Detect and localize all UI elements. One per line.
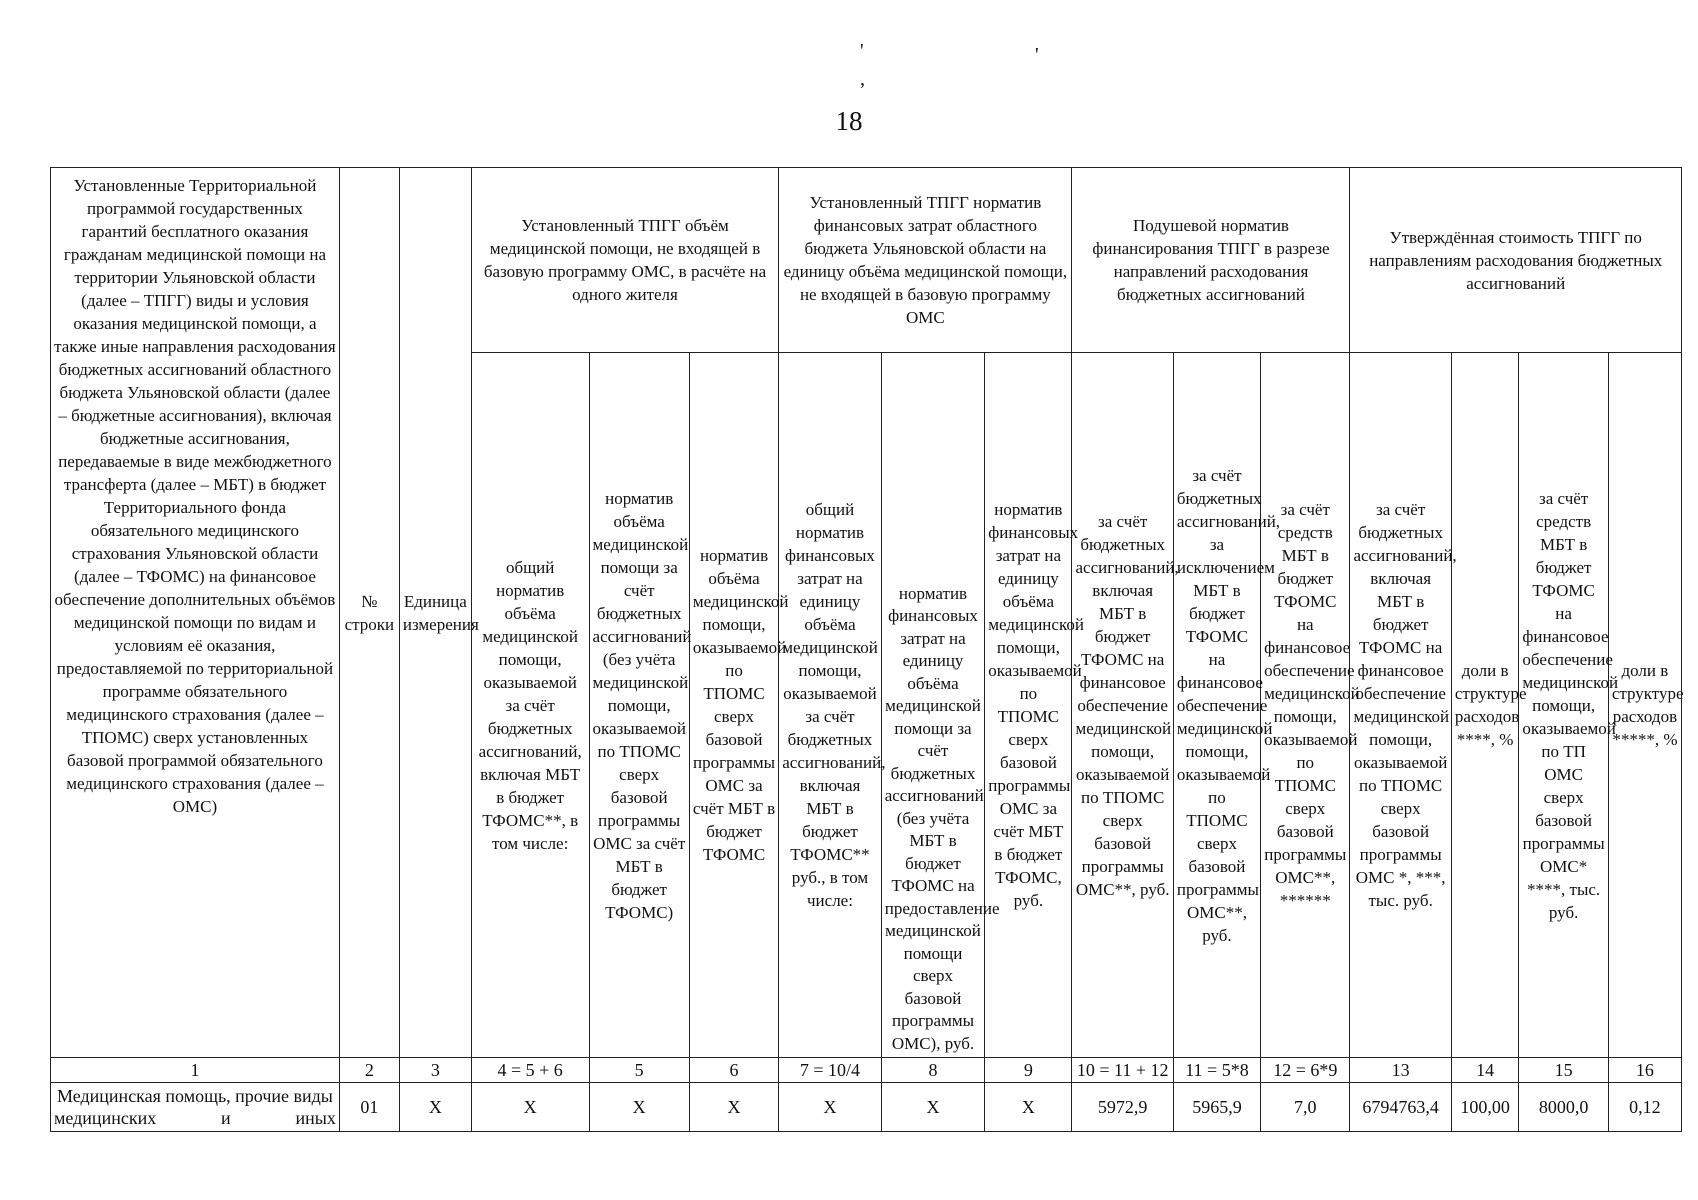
table-cell: X: [881, 1083, 985, 1132]
header-cell-row-number: № строки: [339, 168, 399, 1058]
table-row: [51, 1083, 1682, 1132]
column-number: 5: [589, 1058, 689, 1083]
group-header-cost-norm: Установленный ТПГГ норматив финансовых затрат областного бюджета Ульяновской области на единицу объёма медицинской помощи, не входящей в базовую программу ОМС: [779, 168, 1072, 353]
column-number: 16: [1608, 1058, 1681, 1083]
column-number: 14: [1451, 1058, 1519, 1083]
column-number: 2: [339, 1058, 399, 1083]
row-label: Медицинская помощь, прочие виды медицинских и иных: [51, 1083, 340, 1132]
column-number-row: [51, 1058, 1682, 1083]
header-cell-unit: Единица измерения: [399, 168, 471, 1058]
group-header-approved-cost: Утверждённая стоимость ТПГГ по направлениям расходования бюджетных ассигнований: [1350, 168, 1682, 353]
table-cell: 6794763,4: [1350, 1083, 1451, 1132]
table-cell: X: [471, 1083, 589, 1132]
header-cell-col13: за счёт бюджетных ассигнований, включая МБТ в бюджет ТФОМС на финансовое обеспечение медицинской помощи, оказываемой по ТПОМС сверх базовой программы ОМС *, ***, тыс. руб.: [1350, 353, 1451, 1058]
header-cell-col12: за счёт средств МБТ в бюджет ТФОМС на финансовое обеспечение медицинской помощи, оказываемой по ТПОМС сверх базовой программы ОМС**, ******: [1261, 353, 1350, 1058]
header-mark: ': [1035, 44, 1039, 66]
table-cell: X: [985, 1083, 1072, 1132]
table-cell: X: [689, 1083, 778, 1132]
column-number: 7 = 10/4: [779, 1058, 881, 1083]
header-mark: ,: [860, 68, 865, 90]
column-number: 12 = 6*9: [1261, 1058, 1350, 1083]
group-header-volume: Установленный ТПГГ объём медицинской помощи, не входящей в базовую программу ОМС, в расчёте на одного жителя: [471, 168, 778, 353]
column-number: 10 = 11 + 12: [1072, 1058, 1173, 1083]
header-mark: ': [860, 40, 864, 62]
header-cell-col5: норматив объёма медицинской помощи за счёт бюджетных ассигнований (без учёта медицинской помощи, оказываемой по ТПОМС сверх базовой программы ОМС за счёт МБТ в бюджет ТФОМС): [589, 353, 689, 1058]
column-number: 1: [51, 1058, 340, 1083]
budget-table: [50, 167, 1682, 1132]
header-cell-col14: доли в структуре расходов ****, %: [1451, 353, 1519, 1058]
header-cell-col6: норматив объёма медицинской помощи, оказываемой по ТПОМС сверх базовой программы ОМС за счёт МБТ в бюджет ТФОМС: [689, 353, 778, 1058]
table-cell: 5965,9: [1173, 1083, 1260, 1132]
table-cell: X: [779, 1083, 881, 1132]
table-cell: 5972,9: [1072, 1083, 1173, 1132]
column-number: 8: [881, 1058, 985, 1083]
table-cell: X: [399, 1083, 471, 1132]
header-cell-col8: норматив финансовых затрат на единицу объёма медицинской помощи за счёт бюджетных ассигнований (без учёта МБТ в бюджет ТФОМС на предоставление медицинской помощи сверх базовой программы ОМС), руб.: [881, 353, 985, 1058]
column-number: 3: [399, 1058, 471, 1083]
table-cell: 0,12: [1608, 1083, 1681, 1132]
column-number: 4 = 5 + 6: [471, 1058, 589, 1083]
table-cell: 7,0: [1261, 1083, 1350, 1132]
header-cell-col16: доли в структуре расходов *****, %: [1608, 353, 1681, 1058]
table-cell: X: [589, 1083, 689, 1132]
group-header-per-capita: Подушевой норматив финансирования ТПГГ в разрезе направлений расходования бюджетных ассигнований: [1072, 168, 1350, 353]
column-number: 6: [689, 1058, 778, 1083]
header-cell-col15: за счёт средств МБТ в бюджет ТФОМС на финансовое обеспечение медицинской помощи, оказываемой по ТП ОМС сверх базовой программы ОМС* ****, тыс. руб.: [1519, 353, 1608, 1058]
column-number: 9: [985, 1058, 1072, 1083]
column-number: 11 = 5*8: [1173, 1058, 1260, 1083]
table-cell: 8000,0: [1519, 1083, 1608, 1132]
header-cell-col9: норматив финансовых затрат на единицу объёма медицинской помощи, оказываемой по ТПОМС сверх базовой программы ОМС за счёт МБТ в бюджет ТФОМС, руб.: [985, 353, 1072, 1058]
column-number: 13: [1350, 1058, 1451, 1083]
table-cell: 01: [339, 1083, 399, 1132]
column-number: 15: [1519, 1058, 1608, 1083]
header-cell-col1: Установленные Территориальной программой государственных гарантий бесплатного оказания гражданам медицинской помощи на территории Ульяновской области (далее – ТПГГ) виды и условия оказания медицинской помощи, а также иные направления расходования бюджетных ассигнований областного бюджета Ульяновской области (далее – бюджетные ассигнования), включая бюджетные ассигнования, передаваемые в виде межбюджетного трансферта (далее – МБТ) в бюджет Территориального фонда обязательного медицинского страхования Ульяновской области (далее – ТФОМС) на финансовое обеспечение дополнительных объёмов медицинской помощи по видам и условиям её оказания, предоставляемой по территориальной программе обязательного медицинского страхования (далее – ТПОМС) сверх установленных базовой программой обязательного медицинского страхования (далее – ОМС): [51, 168, 340, 1058]
header-cell-col4: общий норматив объёма медицинской помощи, оказываемой за счёт бюджетных ассигнований, включая МБТ в бюджет ТФОМС**, в том числе:: [471, 353, 589, 1058]
header-cell-col10: за счёт бюджетных ассигнований, включая МБТ в бюджет ТФОМС на финансовое обеспечение медицинской помощи, оказываемой по ТПОМС сверх базовой программы ОМС**, руб.: [1072, 353, 1173, 1058]
header-cell-col7: общий норматив финансовых затрат на единицу объёма медицинской помощи, оказываемой за счёт бюджетных ассигнований, включая МБТ в бюджет ТФОМС** руб., в том числе:: [779, 353, 881, 1058]
page-number: 18: [835, 106, 863, 136]
table-cell: 100,00: [1451, 1083, 1519, 1132]
header-cell-col11: за счёт бюджетных ассигнований, за исключением МБТ в бюджет ТФОМС на финансовое обеспечение медицинской помощи, оказываемой по ТПОМС сверх базовой программы ОМС**, руб.: [1173, 353, 1260, 1058]
